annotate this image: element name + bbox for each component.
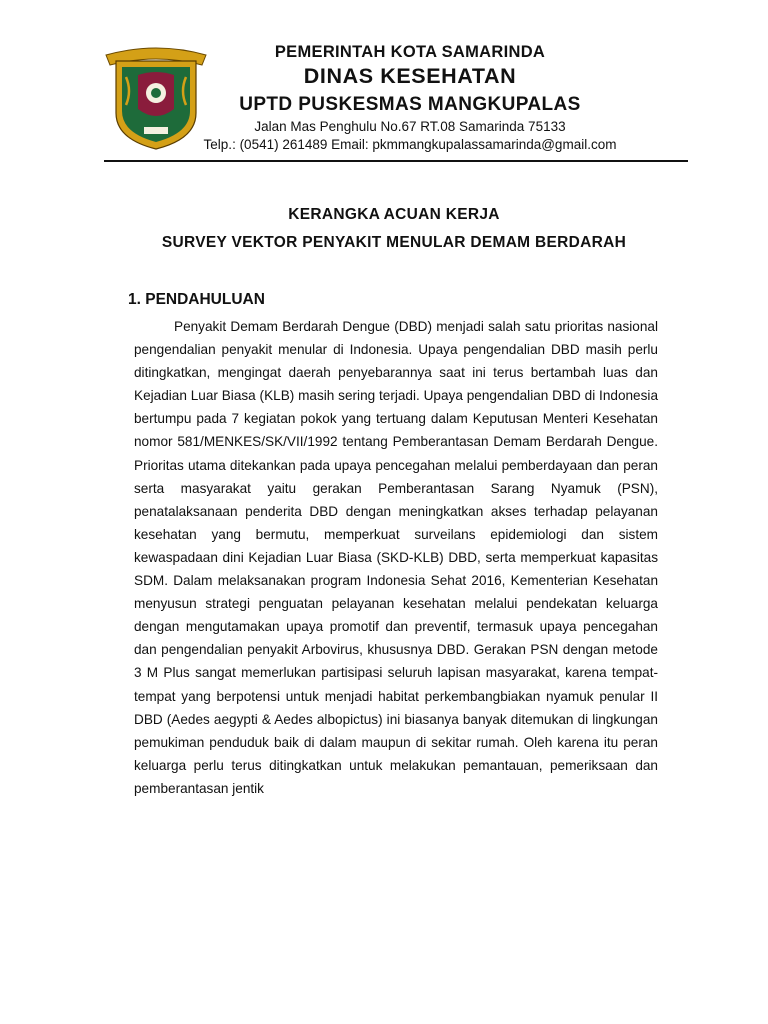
letterhead-contact: Telp.: (0541) 261489 Email: pkmmangkupalassamarinda@gmail.com: [203, 137, 617, 152]
letterhead-address: Jalan Mas Penghulu No.67 RT.08 Samarinda 75133: [254, 119, 566, 134]
document-title: KERANGKA ACUAN KERJA: [288, 206, 500, 223]
letterhead-divider: [104, 160, 688, 162]
letterhead-government-line: PEMERINTAH KOTA SAMARINDA: [274, 43, 546, 61]
introduction-paragraph: Penyakit Demam Berdarah Dengue (DBD) menjadi salah satu prioritas nasional pengendalian penyakit menular di Indonesia. Upaya pengendalian DBD masih perlu ditingkatkan, mengingat daerah penyebarannya saat ini terus bertambah luas dan Kejadian Luar Biasa (KLB) masih sering terjadi. Upaya pengendalian DBD di Indonesia bertumpu pada 7 kegiatan pokok yang tertuang dalam Keputusan Menteri Kesehatan nomor 581/MENKES/SK/VII/1992 tentang Pemberantasan Demam Berdarah Dengue. Prioritas utama ditekankan pada upaya pencegahan melalui pemberdayaan dan peran serta masyarakat yaitu gerakan Pemberantasan Sarang Nyamuk (PSN), penatalaksanaan penderita DBD dengan meningkatkan akses terhadap pelayanan kesehatan yang bermutu, memperkuat surveilans epidemiologi dan sistem kewaspadaan dini Kejadian Luar Biasa (SKD-KLB) DBD, serta memperkuat kapasitas SDM. Dalam melaksanakan program Indonesia Sehat 2016, Kementerian Kesehatan menyusun strategi penguatan pelayanan kesehatan melalui pendekatan keluarga dengan mengutamakan upaya promotif dan preventif, termasuk upaya pencegahan dan pengendalian penyakit Arbovirus, khususnya DBD. Gerakan PSN dengan metode 3 M Plus sangat memerlukan partisipasi seluruh lapisan masyarakat, karena tempat-tempat yang berpotensi untuk menjadi habitat perkembangbiakan nyamuk penular II DBD (Aedes aegypti & Aedes albopictus) ini biasanya banyak ditemukan di lingkungan pemukiman penduduk baik di dalam maupun di sekitar rumah. Oleh karena itu peran keluarga perlu terus ditingkatkan untuk melakukan pemantauan, pemeriksaan dan pemberantasan jentik: [134, 319, 658, 796]
section-heading: 1. PENDAHULUAN: [128, 291, 265, 308]
letterhead-unit-line: UPTD PUSKESMAS MANGKUPALAS: [239, 94, 581, 115]
document-subtitle: SURVEY VEKTOR PENYAKIT MENULAR DEMAM BERDARAH: [161, 234, 627, 251]
letterhead-agency-line: DINAS KESEHATAN: [303, 64, 517, 88]
